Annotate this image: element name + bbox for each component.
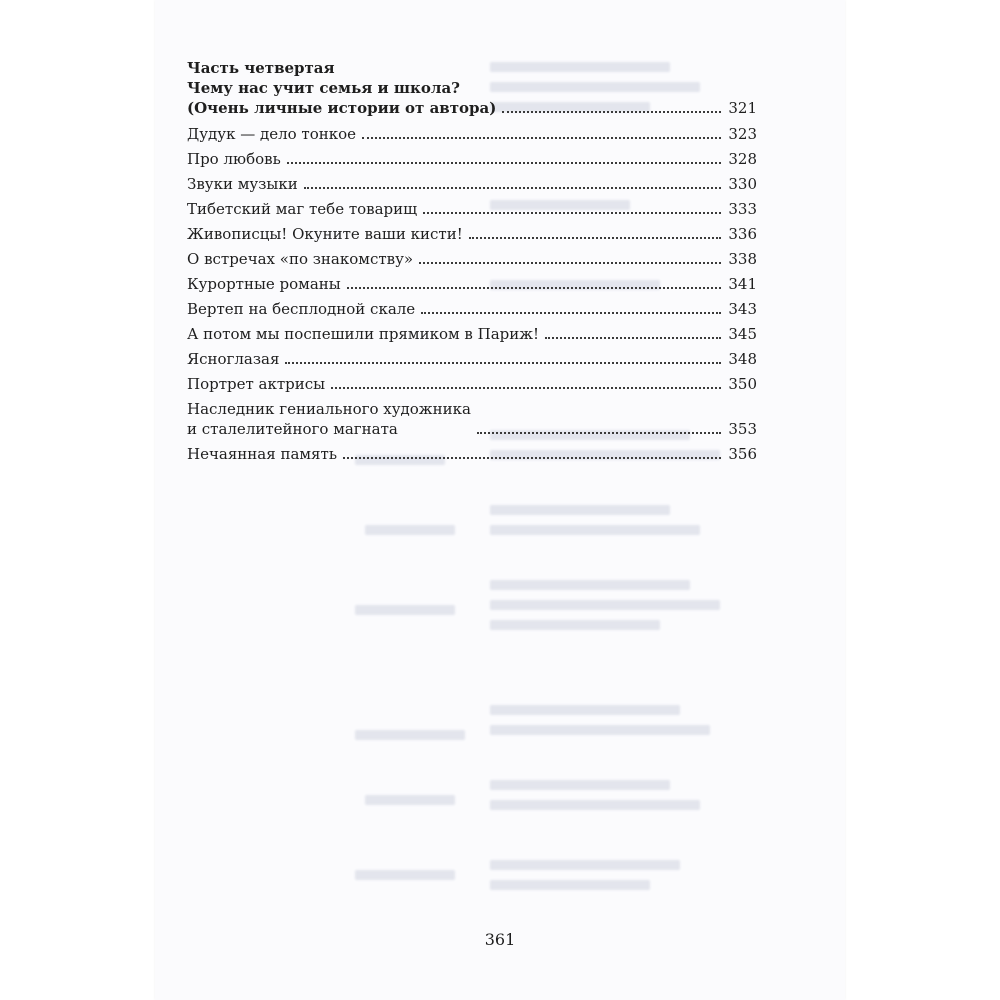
toc-entry[interactable] bbox=[187, 299, 757, 319]
toc-entry[interactable] bbox=[187, 124, 757, 144]
dot-leader bbox=[545, 337, 721, 339]
toc-entry-page: 333 bbox=[728, 200, 757, 218]
toc-entry-page: 323 bbox=[728, 125, 757, 143]
table-of-contents bbox=[187, 58, 757, 469]
toc-entry[interactable] bbox=[187, 444, 757, 464]
toc-entry-title-line2: и сталелитейного магната bbox=[187, 420, 398, 438]
toc-entry-title bbox=[187, 399, 477, 439]
show-through-mark bbox=[365, 525, 455, 535]
toc-entry-page: 350 bbox=[728, 375, 757, 393]
toc-entry-title: Про любовь bbox=[187, 150, 281, 168]
toc-entry-page: 345 bbox=[728, 325, 757, 343]
toc-entry-page: 348 bbox=[728, 350, 757, 368]
toc-entry-part[interactable] bbox=[187, 98, 757, 118]
dot-leader bbox=[502, 111, 721, 113]
show-through-mark bbox=[490, 620, 660, 630]
toc-entry[interactable] bbox=[187, 224, 757, 244]
dot-leader bbox=[343, 457, 721, 459]
toc-entry[interactable] bbox=[187, 274, 757, 294]
show-through-mark bbox=[490, 600, 720, 610]
show-through-mark bbox=[490, 580, 690, 590]
toc-entry[interactable] bbox=[187, 349, 757, 369]
toc-entry-title: Курортные романы bbox=[187, 275, 341, 293]
page-number: 361 bbox=[484, 930, 516, 949]
toc-entry-title: Нечаянная память bbox=[187, 445, 337, 463]
toc-entry-title: А потом мы поспешили прямиком в Париж! bbox=[187, 325, 540, 343]
show-through-mark bbox=[355, 870, 455, 880]
dot-leader bbox=[331, 387, 721, 389]
show-through-mark bbox=[490, 800, 700, 810]
toc-entry-title: Тибетский маг тебе товарищ bbox=[187, 200, 418, 218]
toc-entry-page: 328 bbox=[728, 150, 757, 168]
show-through-mark bbox=[490, 860, 680, 870]
toc-entry-title: Вертеп на бесплодной скале bbox=[187, 300, 416, 318]
toc-entry-multiline[interactable] bbox=[187, 399, 757, 439]
toc-entry[interactable] bbox=[187, 174, 757, 194]
toc-entry-title: Портрет актрисы bbox=[187, 375, 326, 393]
show-through-mark bbox=[490, 780, 670, 790]
show-through-mark bbox=[355, 730, 465, 740]
toc-entry[interactable] bbox=[187, 324, 757, 344]
toc-entry-page: 343 bbox=[728, 300, 757, 318]
dot-leader bbox=[304, 187, 721, 189]
toc-entry-title: Дудук — дело тонкое bbox=[187, 125, 357, 143]
dot-leader bbox=[287, 162, 721, 164]
toc-entry-page: 338 bbox=[728, 250, 757, 268]
show-through-mark bbox=[490, 505, 670, 515]
toc-entry[interactable] bbox=[187, 199, 757, 219]
toc-entry-title: Звуки музыки bbox=[187, 175, 298, 193]
toc-entry[interactable] bbox=[187, 249, 757, 269]
toc-entry-page: 341 bbox=[728, 275, 757, 293]
toc-entry-page: 356 bbox=[728, 445, 757, 463]
dot-leader bbox=[469, 237, 721, 239]
dot-leader bbox=[347, 287, 721, 289]
show-through-mark bbox=[355, 605, 455, 615]
dot-leader bbox=[477, 432, 721, 434]
show-through-mark bbox=[490, 525, 700, 535]
dot-leader bbox=[421, 312, 721, 314]
toc-entry-title: (Очень личные истории от автора) bbox=[187, 99, 497, 117]
toc-entry-title: Живописцы! Окуните ваши кисти! bbox=[187, 225, 463, 243]
toc-entry[interactable] bbox=[187, 149, 757, 169]
toc-entry-title-line1: Наследник гениального художника bbox=[187, 400, 471, 418]
toc-entry-page: 330 bbox=[728, 175, 757, 193]
dot-leader bbox=[419, 262, 721, 264]
toc-entry-title: Ясноглазая bbox=[187, 350, 280, 368]
show-through-mark bbox=[490, 880, 650, 890]
dot-leader bbox=[423, 212, 721, 214]
part-title: Чему нас учит семья и школа? bbox=[187, 79, 460, 97]
show-through-mark bbox=[490, 725, 710, 735]
dot-leader bbox=[285, 362, 721, 364]
show-through-mark bbox=[490, 705, 680, 715]
toc-entry[interactable] bbox=[187, 374, 757, 394]
dot-leader bbox=[362, 137, 721, 139]
toc-entry-page: 321 bbox=[728, 99, 757, 117]
toc-entry-title: О встречах «по знакомству» bbox=[187, 250, 414, 268]
toc-entry-page: 353 bbox=[728, 420, 757, 438]
part-label: Часть четвертая bbox=[187, 59, 335, 77]
toc-entry-page: 336 bbox=[728, 225, 757, 243]
show-through-mark bbox=[365, 795, 455, 805]
